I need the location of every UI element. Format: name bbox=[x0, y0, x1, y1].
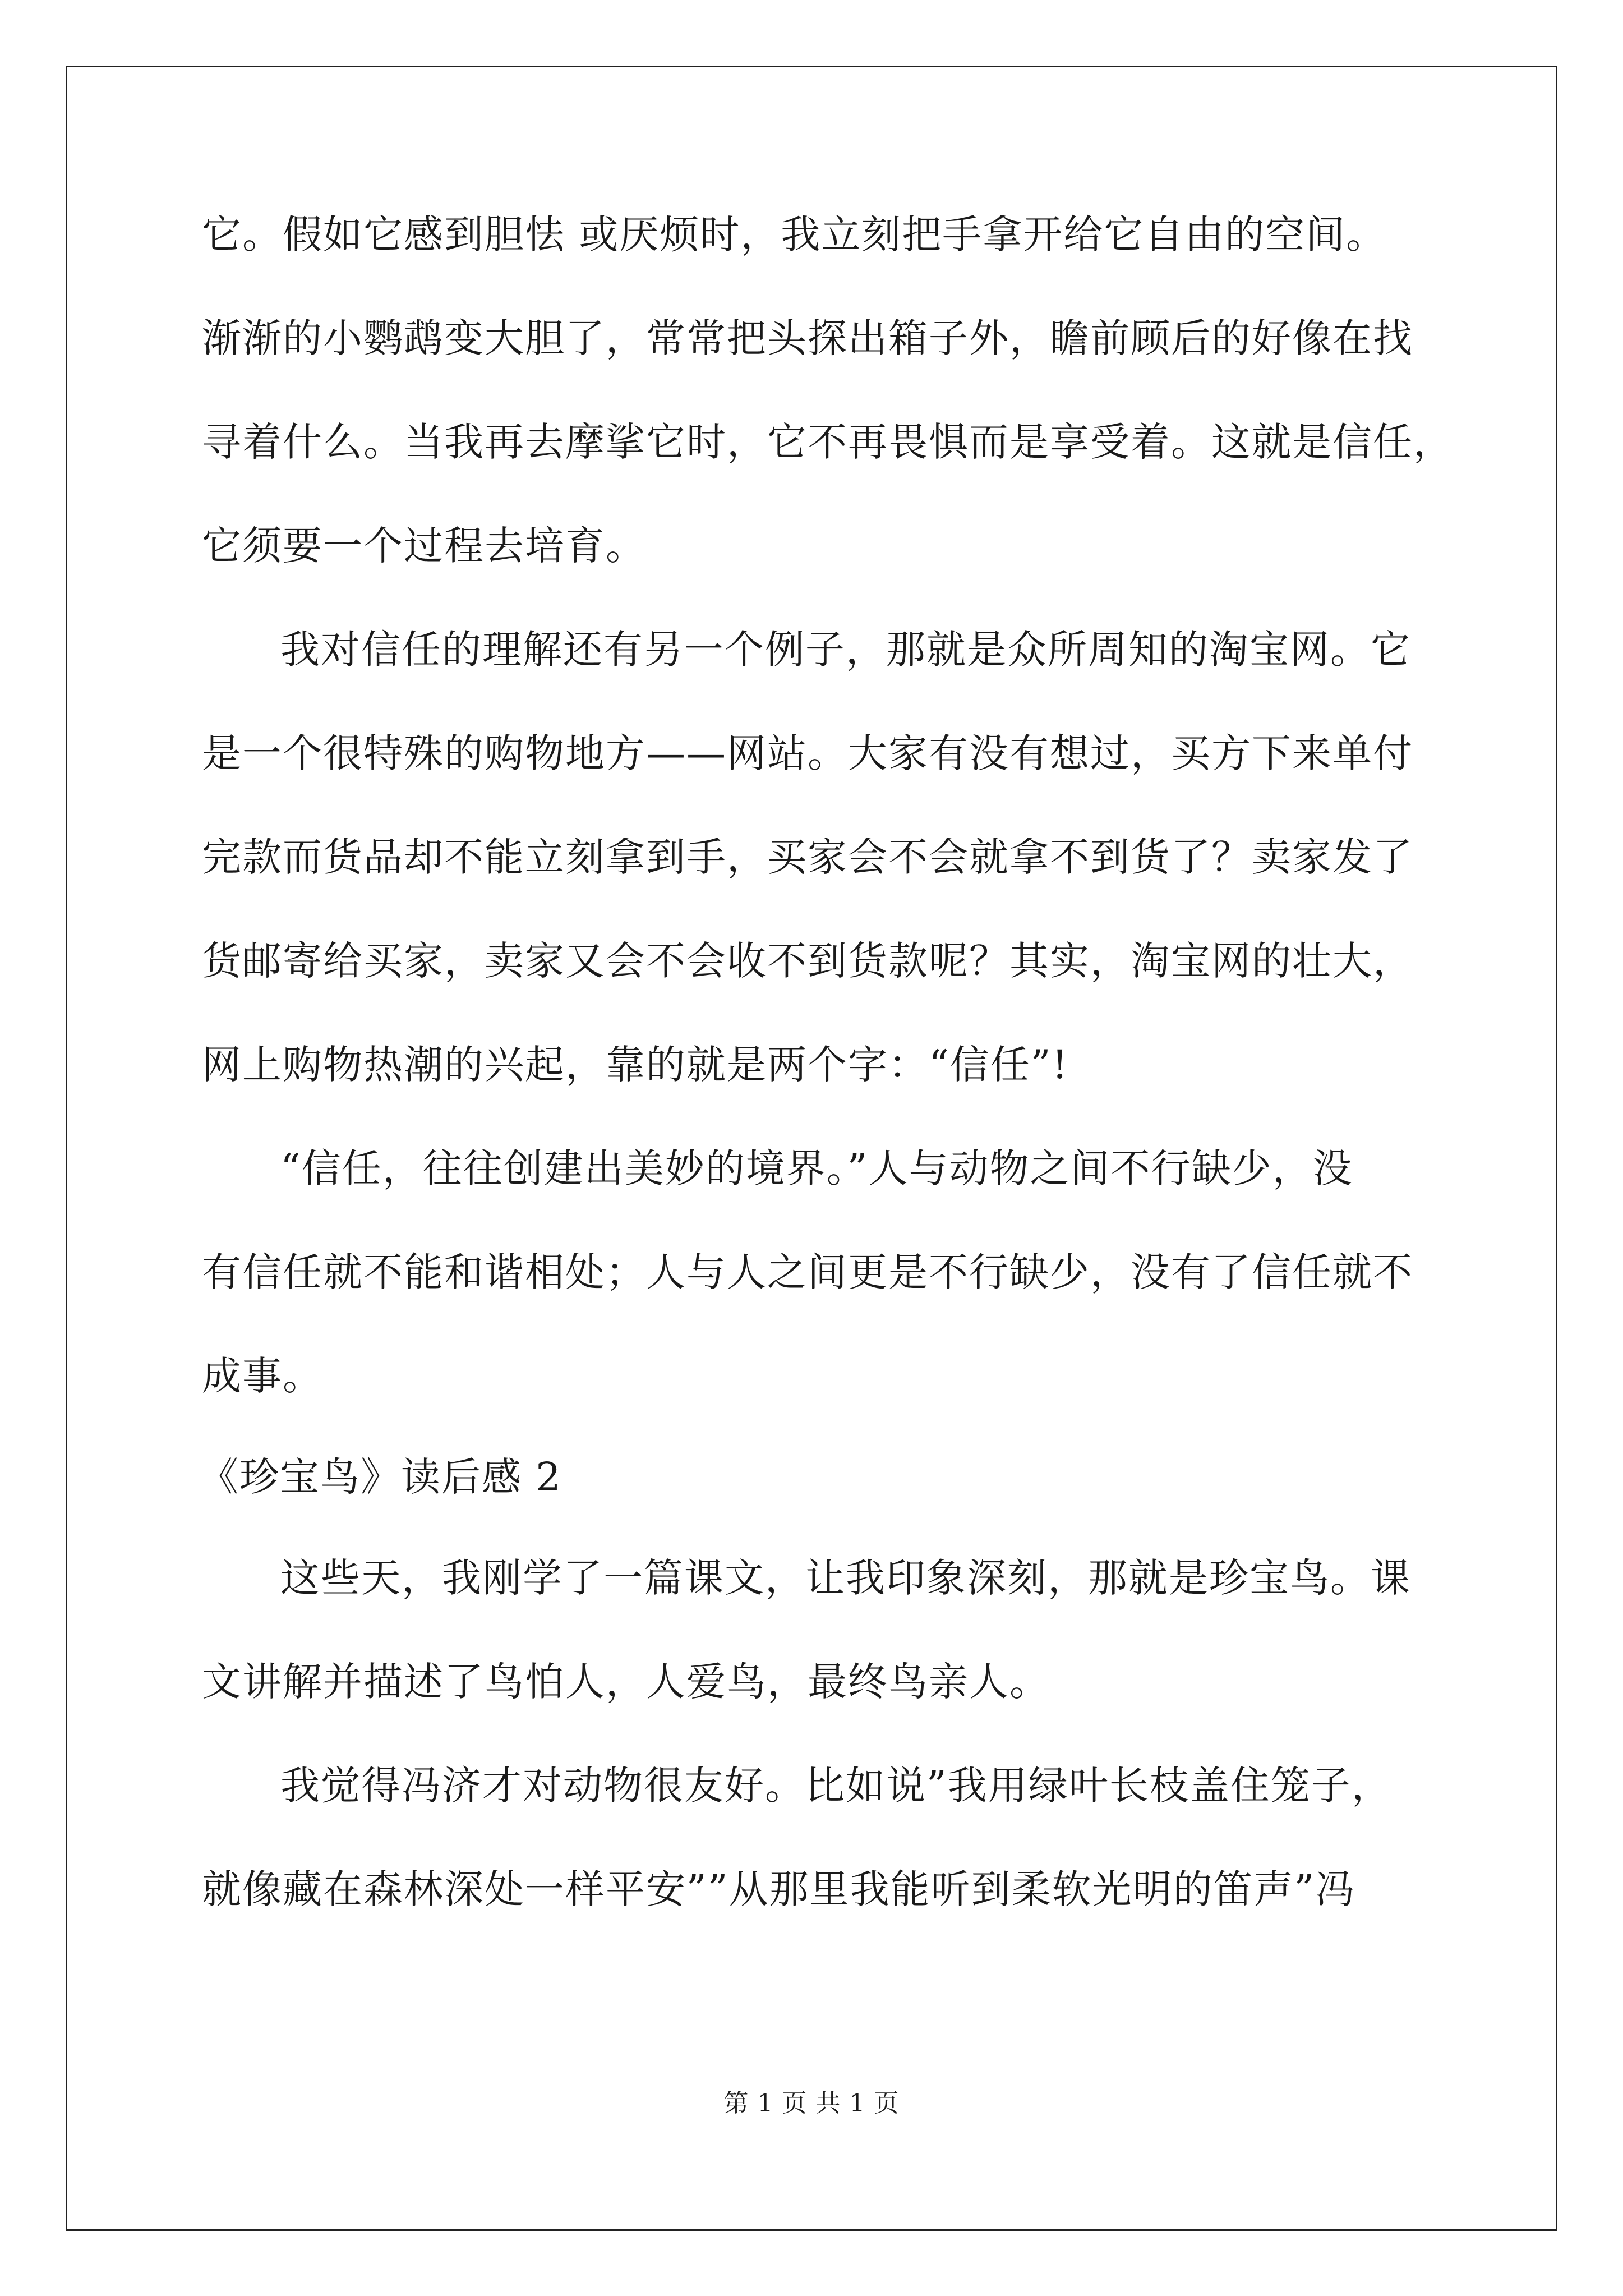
text-line: 有信任就不能和谐相处；人与人之间更是不行缺少，没有了信任就不 bbox=[202, 1249, 1413, 1295]
text-line: 它。假如它感到胆怯 或厌烦时，我立刻把手拿开给它自由的空间。 bbox=[202, 211, 1387, 257]
page-footer: 第 1 页 共 1 页 bbox=[723, 2089, 900, 2118]
text-line: 它须要一个过程去培育。 bbox=[202, 523, 646, 569]
text-line: 货邮寄给买家，卖家又会不会收不到货款呢？其实，淘宝网的壮大， bbox=[202, 938, 1413, 984]
text-line: 成事。 bbox=[202, 1353, 323, 1399]
paragraph-start-line: “信任，往往创建出美妙的境界。”人与动物之间不行缺少，没 bbox=[280, 1145, 1353, 1191]
text-line: 文讲解并描述了鸟怕人，人爱鸟，最终鸟亲人。 bbox=[202, 1659, 1050, 1705]
paragraph-start-line: 我觉得冯济才对动物很友好。比如说”我用绿叶长枝盖住笼子， bbox=[280, 1763, 1392, 1809]
text-line: 完款而货品却不能立刻拿到手，买家会不会就拿不到货了？卖家发了 bbox=[202, 834, 1413, 880]
text-line: 就像藏在森林深处一样平安””从那里我能听到柔软光明的笛声”冯 bbox=[202, 1866, 1356, 1912]
text-line: 寻着什么。当我再去摩挲它时，它不再畏惧而是享受着。这就是信任， bbox=[202, 419, 1454, 465]
text-line: 网上购物热潮的兴起，靠的就是两个字：“信任”! bbox=[202, 1042, 1069, 1088]
text-line: 是一个很特殊的购物地方——网站。大家有没有想过，买方下来单付 bbox=[202, 730, 1413, 776]
paragraph-start-line: 这些天，我刚学了一篇课文，让我印象深刻，那就是珍宝鸟。课 bbox=[280, 1555, 1411, 1601]
paragraph-start-line: 我对信任的理解还有另一个例子，那就是众所周知的淘宝网。它 bbox=[280, 627, 1411, 673]
section-heading: 《珍宝鸟》读后感 2 bbox=[199, 1454, 562, 1500]
text-line: 渐渐的小鹦鹉变大胆了，常常把头探出箱子外，瞻前顾后的好像在找 bbox=[202, 315, 1413, 361]
